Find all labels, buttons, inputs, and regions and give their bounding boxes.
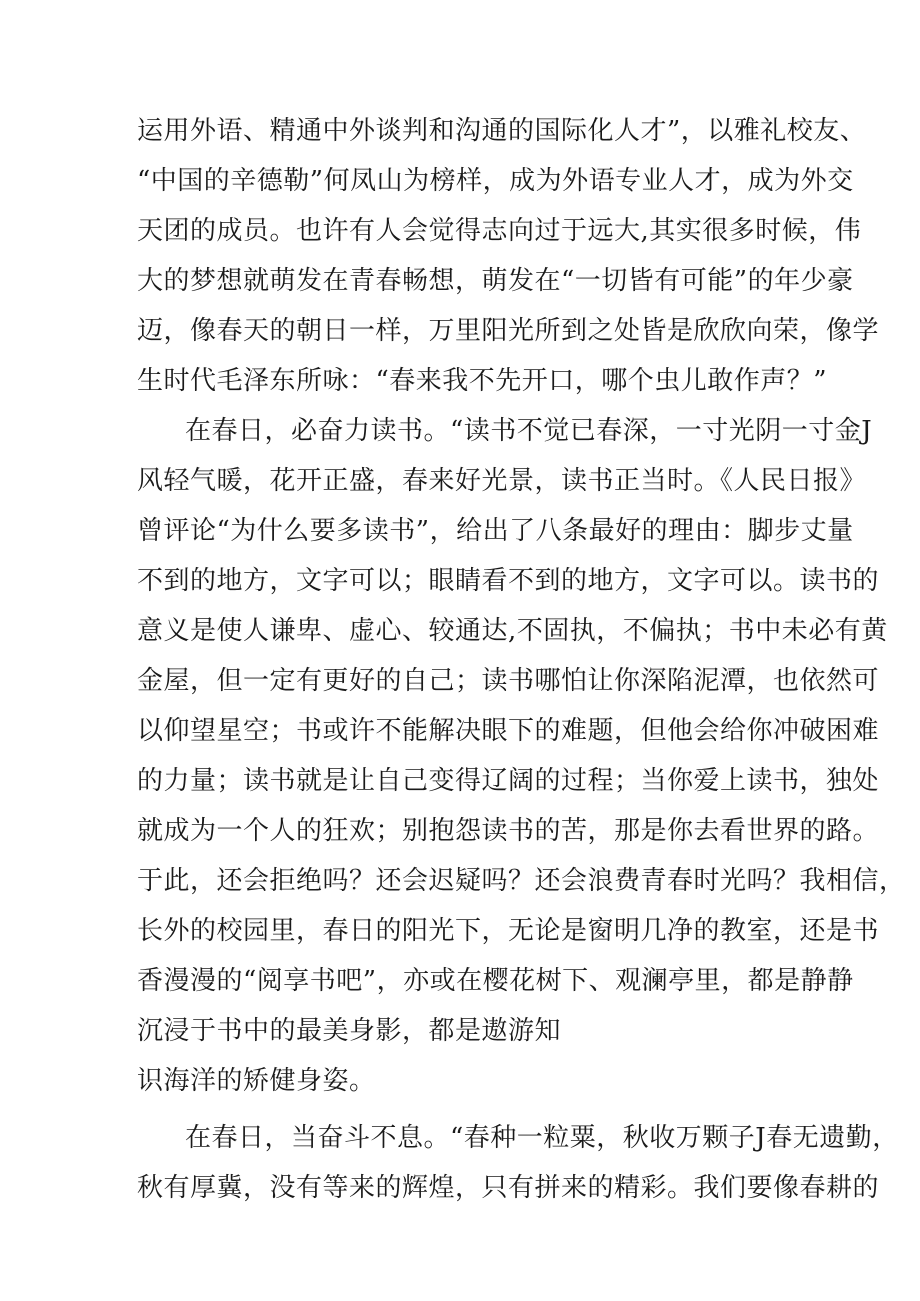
text-line: 沉浸于书中的最美身影，都是遨游知	[137, 1016, 562, 1046]
text-line: 的力量；读书就是让自己变得辽阔的过程；当你爱上读书，独处	[137, 766, 880, 796]
text-line: 识海洋的矫健身姿。	[137, 1066, 376, 1096]
paragraph-first-line: 在春日，必奋力读书。“读书不觉已春深，一寸光阴一寸金J	[185, 416, 873, 446]
text-line: 天团的成员。也许有人会觉得志向过于远大,其实很多时候，伟	[137, 216, 862, 246]
text-line: 秋有厚冀，没有等来的辉煌，只有拼来的精彩。我们要像春耕的	[137, 1173, 880, 1203]
text-line: 不到的地方，文字可以；眼睛看不到的地方，文字可以。读书的	[137, 566, 880, 596]
text-line: “中国的辛德勒”何凤山为榜样，成为外语专业人才，成为外交	[137, 166, 854, 196]
paragraph-first-line: 在春日，当奋斗不息。“春种一粒粟，秋收万颗子J春无遗勤，	[185, 1123, 899, 1153]
text-line: 曾评论“为什么要多读书”，给出了八条最好的理由：脚步丈量	[137, 516, 854, 546]
text-line: 风轻气暖，花开正盛，春来好光景，读书正当时。《人民日报》	[137, 466, 867, 496]
text-line: 意义是使人谦卑、虚心、较通达,不固执，不偏执；书中未必有黄	[137, 616, 888, 646]
text-line: 运用外语、精通中外谈判和沟通的国际化人才”，以雅礼校友、	[137, 116, 867, 146]
text-line: 迈，像春天的朝日一样，万里阳光所到之处皆是欣欣向荣，像学	[137, 316, 880, 346]
text-line: 长外的校园里，春日的阳光下，无论是窗明几净的教室，还是书	[137, 916, 880, 946]
text-line: 于此，还会拒绝吗？还会迟疑吗？还会浪费青春时光吗？我相信，	[137, 866, 906, 896]
text-line: 大的梦想就萌发在青春畅想，萌发在“一切皆有可能”的年少豪	[137, 266, 854, 296]
text-line: 香漫漫的“阅享书吧”，亦或在樱花树下、观澜亭里，都是静静	[137, 966, 854, 996]
text-line: 以仰望星空；书或许不能解决眼下的难题，但他会给你冲破困难	[137, 716, 880, 746]
text-line: 就成为一个人的狂欢；别抱怨读书的苦，那是你去看世界的路。	[137, 816, 880, 846]
text-line: 生时代毛泽东所咏：“春来我不先开口，哪个虫儿敢作声？”	[137, 366, 828, 396]
text-line: 金屋，但一定有更好的自己；读书哪怕让你深陷泥潭，也依然可	[137, 666, 880, 696]
